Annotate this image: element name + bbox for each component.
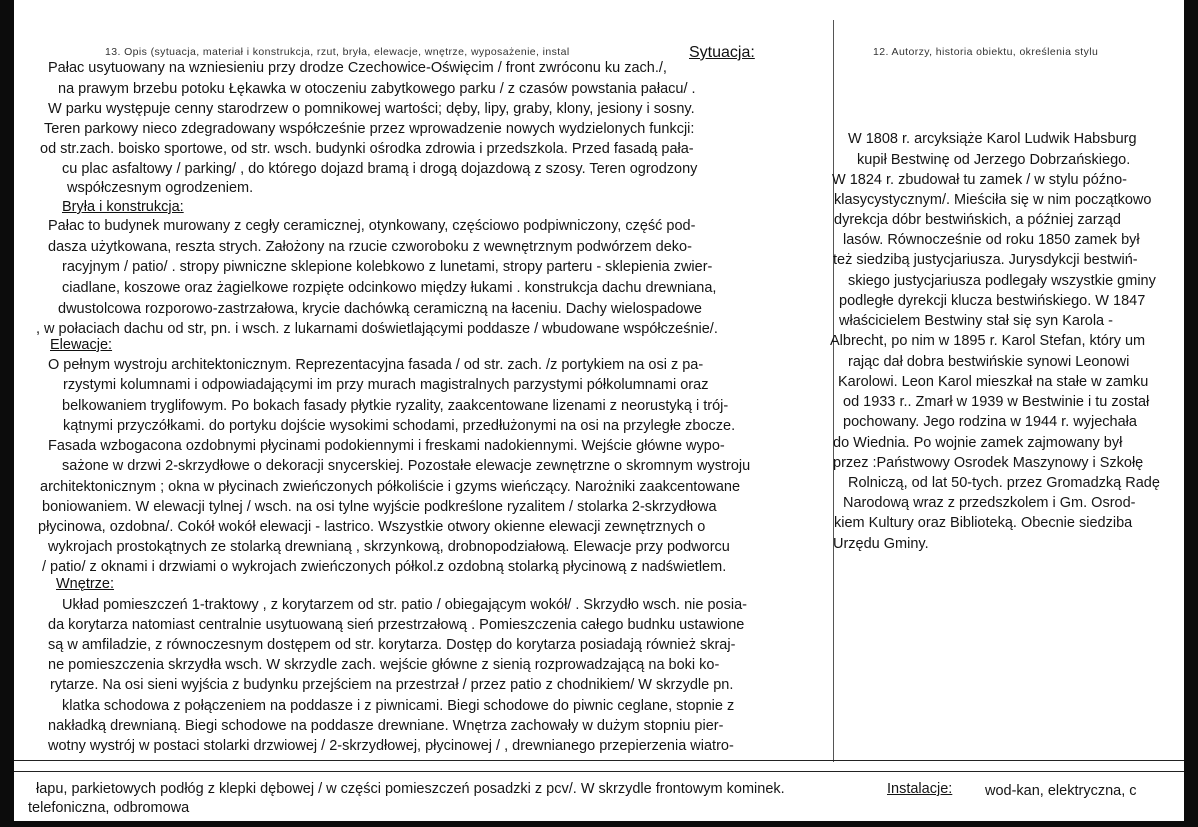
text-line: nakładką drewnianą. Biegi schodowe na poddasze drewniane. Wnętrza zachowały w dużym stopniu pier- (48, 718, 724, 734)
text-line: klatka schodowa z połączeniem na poddasze i z piwnicami. Biegi schodowe do piwnic ceglane, stopnie z (62, 698, 735, 714)
history-line: kupił Bestwinę od Jerzego Dobrzańskiego. (857, 152, 1131, 168)
text-line: dwustolcowa rozporowo-zastrzałowa, krycie dachówką ceramiczną na łaceniu. Dachy wielospadowe (58, 301, 702, 317)
text-line: W parku występuje cenny starodrzew o pomnikowej wartości; dęby, lipy, graby, klony, jesiony i sosny. (48, 101, 695, 117)
text-line: / patio/ z oknami i drzwiami o wykrojach zwieńczonych półkol.z ozdobną stolarką płycinową z nadświetlem. (42, 559, 727, 575)
separator-line (14, 760, 1184, 761)
history-line: od 1933 r.. Zmarł w 1939 w Bestwinie i tu został (843, 394, 1150, 410)
history-line: klasycystycznym/. Mieściła się w nim początkowo (834, 192, 1152, 208)
left-column-header: 13. Opis (sytuacja, materiał i konstrukcja, rzut, bryła, elewacje, wnętrze, wyposażenie, instal (105, 46, 570, 58)
history-line: do Wiednia. Po wojnie zamek zajmowany był (833, 435, 1123, 451)
text-line: są w amfiladzie, z równoczesnym dostępem od str. korytarza. Dostęp do korytarza posiadają również skraj- (48, 637, 736, 653)
history-line: lasów. Równocześnie od roku 1850 zamek był (843, 232, 1140, 248)
text-line: Teren parkowy nieco zdegradowany współcześnie przez wprowadzenie nowych wydzielonych funkcji: (44, 121, 695, 137)
text-line: cu plac asfaltowy / parking/ , do którego dojazd bramą i drogą dojazdową z szosy. Teren ogrodzony (62, 161, 698, 177)
text-line: Pałac to budynek murowany z cegły ceramicznej, otynkowany, częściowo podpiwniczony, część pod- (48, 218, 696, 234)
text-line: na prawym brzebu potoku Łękawka w otoczeniu zabytkowego parku / z czasów powstania pałacu/ . (58, 81, 696, 97)
text-line: da korytarza natomiast centralnie usytuowaną sień przestrzałową . Pomieszczenia całego budnku ustawione (48, 617, 745, 633)
text-line: współczesnym ogrodzeniem. (67, 180, 254, 196)
footer-line: łapu, parkietowych podłóg z klepki dębowej / w części pomieszczeń posadzki z pcv/. W skrzydle frontowym kominek. (36, 781, 785, 797)
section-title-wnetrze: Wnętrze: (56, 576, 115, 592)
text-line: Pałac usytuowany na wzniesieniu przy drodze Czechowice-Oświęcim / front zwróconu ku zach./, (48, 60, 667, 76)
text-line: racyjnym / patio/ . stropy piwniczne sklepione kolebkowo z lunetami, stropy parteru - sklepienia zwier- (62, 259, 713, 275)
text-line: rytarze. Na osi sieni wyjścia z budynku przejściem na przestrzał / przez patio z chodnikiem/ W skrzydle pn. (50, 677, 734, 693)
history-line: kiem Kultury oraz Biblioteką. Obecnie siedziba (834, 515, 1133, 531)
text-line: Fasada wzbogacona ozdobnymi płycinami podokiennymi i freskami nadokiennymi. Wejście główne wypo- (48, 438, 725, 454)
instalacje-text: wod-kan, elektryczna, c (985, 783, 1137, 799)
history-line: pochowany. Jego rodzina w 1944 r. wyjechała (843, 414, 1137, 430)
history-line: Rolniczą, od lat 50-tych. przez Gromadzką Radę (848, 475, 1160, 491)
text-line: ne pomieszczenia skrzydła wsch. W skrzydle zach. wejście główne z sienią rozprowadzającą na boki ko- (48, 657, 720, 673)
section-title-sytuacja: Sytuacja: (689, 44, 755, 61)
history-line: rając dał dobra bestwińskie synowi Leonowi (848, 354, 1130, 370)
text-line: płycinowa, ozdobna/. Cokół wokół elewacji - lastrico. Wszystkie otwory okienne elewacji zewnętrznych o (38, 519, 706, 535)
text-line: O pełnym wystroju architektonicznym. Reprezentacyjna fasada / od str. zach. /z portykiem na osi z pa- (48, 357, 704, 373)
history-line: W 1808 r. arcyksiąże Karol Ludwik Habsburg (848, 131, 1137, 147)
history-line: Albrecht, po nim w 1895 r. Karol Stefan, który um (830, 333, 1146, 349)
text-line: od str.zach. boisko sportowe, od str. wsch. budynki ośrodka zdrowia i przedszkola. Przed fasadą pała- (40, 141, 694, 157)
text-line: kątnymi przyczółkami. do portyku dojście wysokimi schodami, przedłużonymi na osi na przyległe zbocze. (63, 418, 736, 434)
separator-line (14, 771, 1184, 772)
history-line: Urzędu Gminy. (833, 536, 929, 552)
text-line: boniowaniem. W elewacji tylnej / wsch. na osi tylne wyjście podkreślone ryzalitem / stolarka 2-skrzydłowa (42, 499, 717, 515)
text-line: architektonicznym ; okna w płycinach zwieńczonych półkoliście i gzyms wieńczący. Narożniki zaakcentowane (40, 479, 741, 495)
history-line: Narodową wraz z przedszkolem i Gm. Osrod- (843, 495, 1136, 511)
column-divider (833, 20, 834, 762)
history-line: przez :Państwowy Osrodek Maszynowy i Szkołę (833, 455, 1144, 471)
text-line: rzystymi kolumnami i odpowiadającymi im przy murach magistralnych parzystymi półkolumnami oraz (63, 377, 709, 393)
history-line: dyrekcja dóbr bestwińskich, a później zarząd (834, 212, 1121, 228)
instalacje-label: Instalacje: (887, 781, 953, 797)
text-line: wotny wystrój w postaci stolarki drzwiowej / 2-skrzydłowej, płycinowej / , drewnianego przepierzenia wiatro- (48, 738, 734, 754)
history-line: podległe dyrekcji klucza bestwińskiego. W 1847 (839, 293, 1146, 309)
text-line: wykrojach prostokątnych ze stolarką drewnianą , skrzynkową, drobnopodziałową. Elewacje przy podworcu (48, 539, 730, 555)
section-title-elewacje: Elewacje: (50, 337, 113, 353)
text-line: Układ pomieszczeń 1-traktowy , z korytarzem od str. patio / obiegającym wokół/ . Skrzydło wsch. nie posia- (62, 597, 747, 613)
section-title-bryla: Bryła i konstrukcja: (62, 199, 184, 215)
history-line: właścicielem Bestwiny stał się syn Karola - (839, 313, 1113, 329)
footer-line: telefoniczna, odbromowa (28, 800, 190, 816)
history-line: skiego justycjariusza podlegały wszystkie gminy (848, 273, 1156, 289)
text-line: belkowaniem tryglifowym. Po bokach fasady płytkie ryzality, zaakcentowane lizenami z neorustyką i trój- (62, 398, 729, 414)
history-line: Karolowi. Leon Karol mieszkał na stałe w zamku (838, 374, 1149, 390)
text-line: sażone w drzwi 2-skrzydłowe o dekoracji snycerskiej. Pozostałe elewacje zewnętrzne o skromnym wystroju (62, 458, 751, 474)
text-line: dasza użytkowana, reszta strych. Założony na rzucie czworoboku z wewnętrznym podwórzem deko- (48, 239, 692, 255)
text-line: , w połaciach dachu od str, pn. i wsch. z lukarnami doświetlającymi poddasze / wbudowane współcześnie/. (36, 321, 718, 337)
right-column-header: 12. Autorzy, historia obiektu, określenia stylu (873, 46, 1099, 58)
history-line: też siedzibą justycjariusza. Jurysdykcji bestwiń- (833, 252, 1138, 268)
text-line: ciadlane, koszowe oraz żagielkowe rozpięte odcinkowo między łukami . konstrukcja dachu drewniana, (62, 280, 717, 296)
history-line: W 1824 r. zbudował tu zamek / w stylu późno- (832, 172, 1127, 188)
